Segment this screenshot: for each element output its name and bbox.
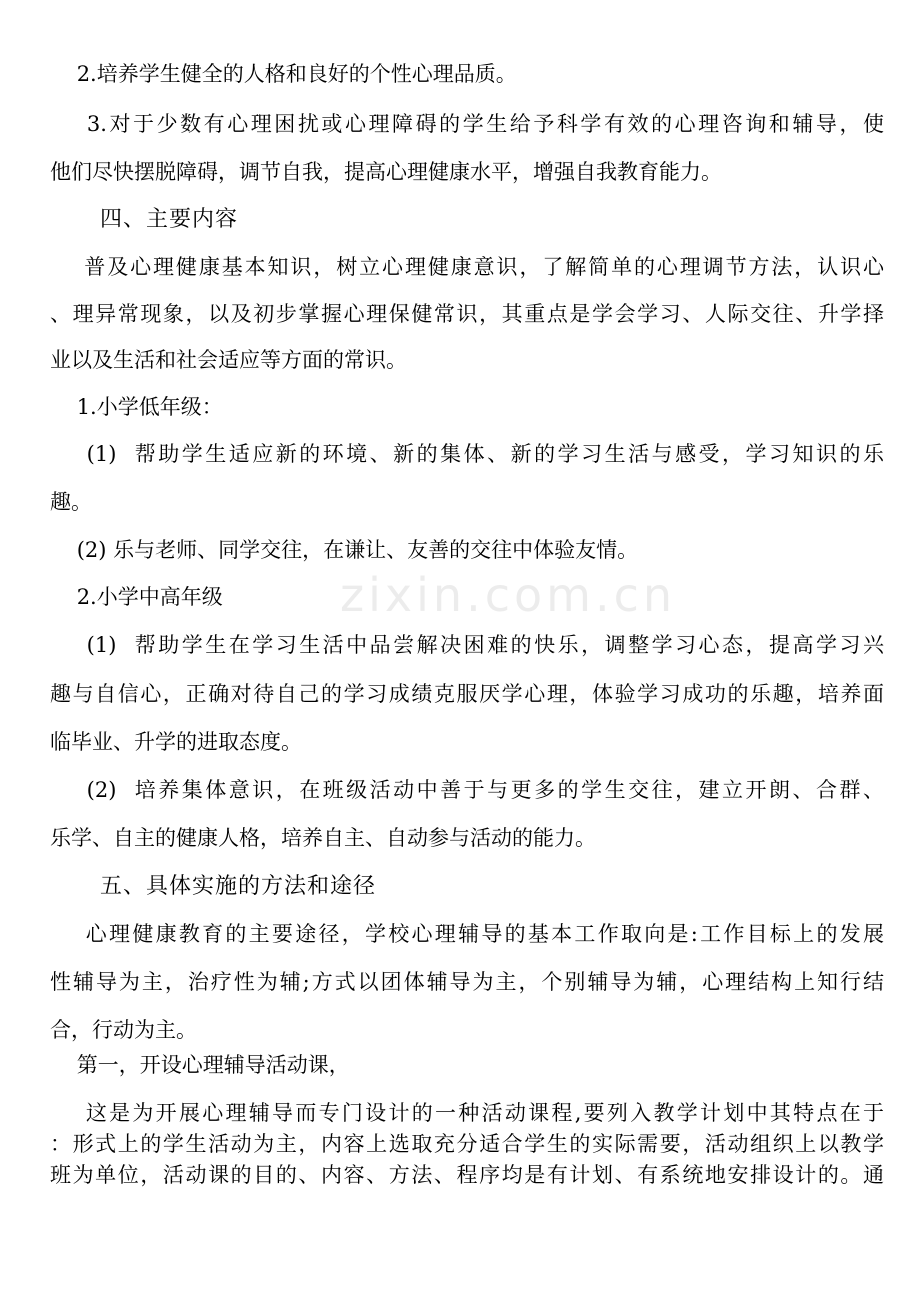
text-line: 乐学、自主的健康人格，培养自主、自动参与活动的能力。 bbox=[50, 826, 596, 850]
text-line: 心理健康教育的主要途径，学校心理辅导的基本工作取向是:工作目标上的发展 bbox=[50, 922, 884, 946]
text-line: 2.小学中高年级 bbox=[50, 585, 223, 609]
text-line: (2) 乐与老师、同学交往，在谦让、友善的交往中体验友情。 bbox=[50, 538, 639, 562]
text-line: 趣与自信心，正确对待自己的学习成绩克服厌学心理，体验学习成功的乐趣，培养面 bbox=[50, 682, 884, 706]
text-line: 临毕业、升学的进取态度。 bbox=[50, 730, 302, 754]
text-line: 这是为开展心理辅导而专门设计的一种活动课程,要列入教学计划中其特点在于 bbox=[50, 1101, 884, 1125]
text-line: 性辅导为主，治疗性为辅;方式以团体辅导为主，个别辅导为辅，心理结构上知行结 bbox=[50, 970, 884, 994]
text-line: 他们尽快摆脱障碍，调节自我，提高心理健康水平，增强自我教育能力。 bbox=[50, 160, 722, 184]
text-line: 2.培养学生健全的人格和良好的个性心理品质。 bbox=[50, 62, 517, 86]
text-line: 合，行动为主。 bbox=[50, 1018, 197, 1042]
text-line: 业以及生活和社会适应等方面的常识。 bbox=[50, 348, 407, 372]
section-heading: 四、主要内容 bbox=[100, 207, 239, 232]
watermark: zixin.com.cn bbox=[340, 568, 677, 622]
text-line: 3.对于少数有心理困扰或心理障碍的学生给予科学有效的心理咨询和辅导，使 bbox=[50, 112, 884, 136]
section-heading: 五、具体实施的方法和途径 bbox=[100, 874, 377, 899]
text-line: ：形式上的学生活动为主，内容上选取充分适合学生的实际需要，活动组织上以教学 bbox=[50, 1132, 884, 1156]
text-line: (2) 培养集体意识，在班级活动中善于与更多的学生交往，建立开朗、合群、 bbox=[50, 778, 884, 802]
text-line: (1) 帮助学生适应新的环境、新的集体、新的学习生活与感受，学习知识的乐 bbox=[50, 442, 884, 466]
text-line: 普及心理健康基本知识，树立心理健康意识，了解简单的心理调节方法，认识心 bbox=[50, 255, 884, 279]
text-line: 第一，开设心理辅导活动课， bbox=[50, 1053, 350, 1077]
text-line: (1) 帮助学生在学习生活中品尝解决困难的快乐，调整学习心态，提高学习兴 bbox=[50, 633, 884, 657]
text-line: 1.小学低年级： bbox=[50, 395, 223, 419]
text-line: 班为单位，活动课的目的、内容、方法、程序均是有计划、有系统地安排设计的。通 bbox=[50, 1163, 884, 1187]
text-line: 、理异常现象，以及初步掌握心理保健常识，其重点是学会学习、人际交往、升学择 bbox=[50, 302, 884, 326]
text-line: 趣。 bbox=[50, 490, 92, 514]
